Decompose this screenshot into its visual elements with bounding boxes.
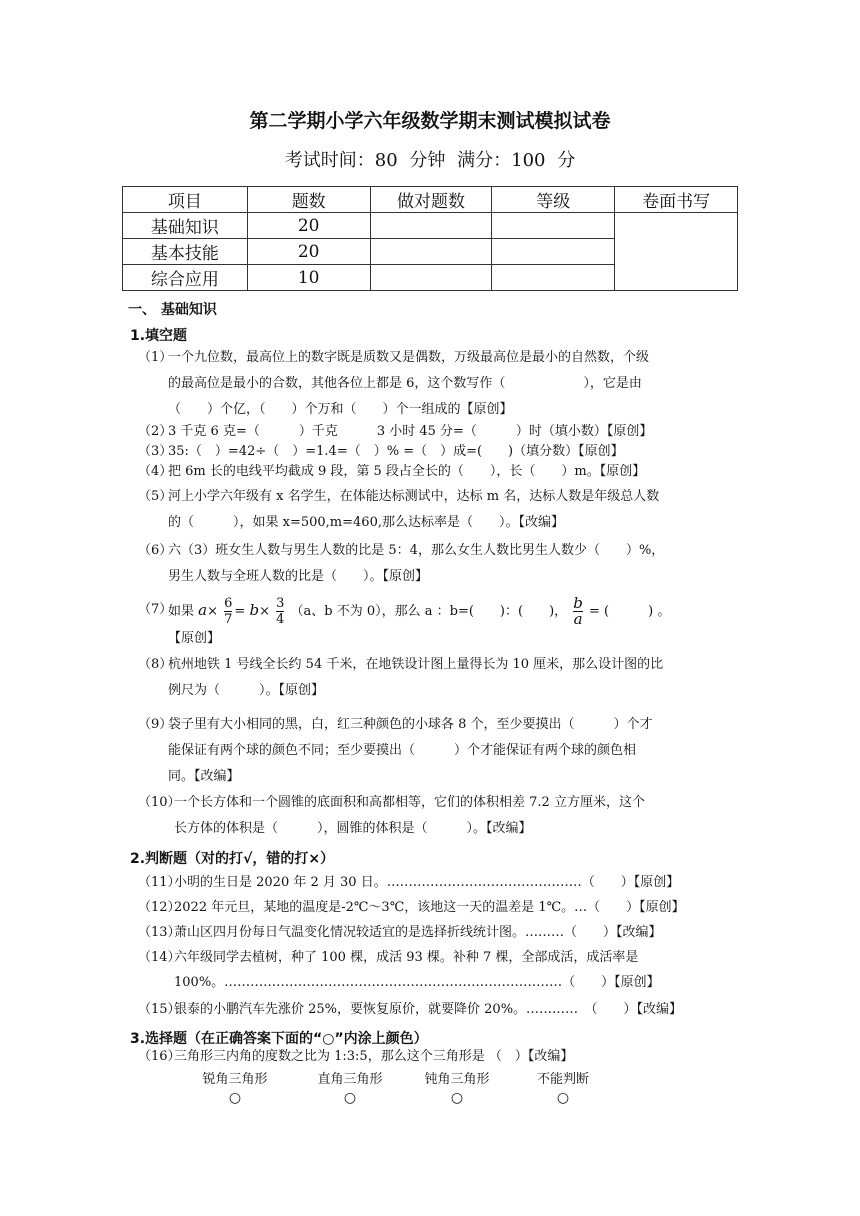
question-line: 能保证有两个球的颜色不同；至少要摸出（ ）个才能保证有两个球的颜色相 [168,743,637,758]
fraction-b-over-a [573,596,583,627]
question-equation: 如果 a× $\frac{6}{7}$ = b× $\frac{3}{4}$ （a、b 不为 0），那么 a ：b=( )：( )， $\frac{b}{a}$ = ( ) 。 [168,594,671,628]
question-line: 六（3）班女生人数与男生人数的比是 5：4，那么女生人数比男生人数少（ ）%， [168,543,665,558]
question-line: 例尺为（ ）。【原创】 [168,683,325,698]
score-table-header [123,187,738,213]
question-4 [138,461,738,483]
question-text: 35:（ ）=42÷（ ）=1.4=（ ）% =（ ）成=( )（填分数）【原创】 [168,444,624,459]
question-16 [138,1046,738,1068]
question-text: 小明的生日是 2020 年 2 月 30 日。………………………………………（ ）【原创】 [174,875,680,890]
question-line: 杭州地铁 1 号线全长约 54 千米，在地铁设计图上量得长为 10 厘米，那么设计图的比 [168,657,664,672]
option-circle[interactable]: ○ [228,1090,242,1106]
question-2 [138,421,738,443]
header-item: 项目 [123,187,248,213]
question-number: （15） [138,1002,181,1017]
question-number: （9） [138,717,173,732]
option-label: 锐角三角形 [202,1072,268,1087]
source-tag: 【原创】 [168,631,221,646]
exam-subtitle: 考试时间：80 分钟 满分：100 分 [284,150,576,171]
variable-a: a [198,601,208,619]
question-text: 萧山区四月份每日气温变化情况较适宜的是选择折线统计图。………（ ）【改编】 [174,925,662,940]
question-line: 的（ ），如果 x=500,m=460,那么达标率是（ ）。【改编】 [168,515,564,530]
question-line: （ ）个亿，（ ）个万和（ ）个一组成的【原创】 [168,402,513,417]
header-grade: 等级 [492,187,615,213]
question-11 [138,870,738,895]
question-line: 六年级同学去植树，种了 100 棵，成活 93 棵。补种 7 棵，全部成活，成活率是 [174,950,639,965]
option-right[interactable] [295,1068,405,1109]
question-line: 一个九位数，最高位上的数字既是质数又是偶数，万级最高位是最小的自然数，个级 [168,350,650,365]
question-number: （6） [138,543,173,558]
score-table [122,186,738,291]
question-number: （7） [138,602,173,617]
question-number: （10） [138,795,181,810]
question-number: （4） [138,464,173,479]
header-correct: 做对题数 [370,187,492,213]
handwriting-cell[interactable] [615,213,738,291]
row-count: 20 [247,213,370,239]
option-circle[interactable]: ○ [343,1090,357,1106]
question-text: 三角形三内角的度数之比为 1:3:5，那么这个三角形是 （ ）【改编】 [174,1049,574,1064]
fraction-denominator: 7 [224,612,233,627]
option-cannot-judge[interactable] [508,1068,618,1109]
option-obtuse[interactable] [402,1068,512,1109]
question-number: （13） [138,925,181,940]
question-number: （5） [138,489,173,504]
question-number: （8） [138,657,173,672]
question-14 [138,945,738,995]
grade-cell[interactable] [492,213,615,239]
row-item: 综合应用 [123,265,248,291]
equation-prefix: 如果 [168,604,195,619]
header-count: 题数 [247,187,370,213]
question-6 [138,538,738,590]
question-text: 把 6m 长的电线平均截成 9 段，第 5 段占全长的（ ），长（ ）m。【原创】 [168,464,646,479]
table-row [123,213,738,239]
question-9 [138,712,738,790]
question-7-tag [138,626,738,652]
question-line: 男生人数与全班人数的比是（ ）。【原创】 [168,569,429,584]
question-number: （3） [138,444,173,459]
question-line: 袋子里有大小相同的黑，白，红三种颜色的小球各 8 个，至少要摸出（ ）个才 [168,717,653,732]
question-line: 100%。……………………………………………………………………（ ）【原创】 [174,975,660,990]
correct-cell[interactable] [370,239,492,265]
question-text: 3 千克 6 克=（ ）千克 3 小时 45 分=（ ）时（填小数）【原创】 [168,424,653,439]
row-item: 基础知识 [123,213,248,239]
question-line: 河上小学六年级有 x 名学生，在体能达标测试中，达标 m 名，达标人数是年级总人数 [168,489,660,504]
equation-suffix: = ( ) 。 [589,604,671,619]
row-count: 10 [247,265,370,291]
equation-middle: （a、b 不为 0），那么 a ：b=( )：( )， [290,604,568,619]
question-10 [138,790,738,842]
fraction-numerator: 6 [224,596,233,611]
question-line: 的最高位是最小的合数，其他各位上都是 6，这个数写作（ ），它是由 [168,376,642,391]
exam-title: 第二学期小学六年级数学期末测试模拟试卷 [249,110,611,132]
question-13 [138,920,738,945]
grade-cell[interactable] [492,265,615,291]
fraction-3-4 [276,596,284,627]
fraction-denominator: a [573,610,583,628]
option-circle[interactable]: ○ [450,1090,464,1106]
question-line: 一个长方体和一个圆锥的底面积和高都相等，它们的体积相差 7.2 立方厘米，这个 [174,795,645,810]
question-8 [138,652,738,704]
question-number: （2） [138,424,173,439]
correct-cell[interactable] [370,213,492,239]
fraction-denominator: 4 [276,612,285,627]
fraction-numerator: 3 [276,596,285,611]
variable-b: b [249,601,260,619]
header-handwriting: 卷面书写 [615,187,738,213]
option-label: 直角三角形 [317,1072,383,1087]
section-heading: 一、 基础知识 [128,302,217,318]
part-heading-fill: 1.填空题 [130,328,188,344]
part-heading-choice: 3.选择题（在正确答案下面的“○”内涂上颜色） [130,1031,428,1047]
question-text: 银泰的小鹏汽车先涨价 25%，要恢复原价，就要降价 20%。………… （ ）【改编】 [174,1002,683,1017]
question-5 [138,484,738,536]
question-3 [138,441,738,463]
fraction-6-7 [224,596,232,627]
fraction-numerator: b [573,594,583,612]
option-acute[interactable] [180,1068,290,1109]
question-number: （14） [138,950,181,965]
question-number: （11） [138,875,181,890]
grade-cell[interactable] [492,239,615,265]
question-line: 同。【改编】 [168,769,240,784]
option-circle[interactable]: ○ [556,1090,570,1106]
question-number: （1） [138,350,173,365]
question-text: 2022 年元旦，某地的温度是-2℃～3℃，该地这一天的温差是 1℃。…（ ）【原创】 [174,900,685,915]
question-number: （16） [138,1049,181,1064]
option-label: 不能判断 [536,1072,589,1087]
question-line: 长方体的体积是（ ），圆锥的体积是（ ）。【改编】 [174,821,532,836]
question-12 [138,895,738,920]
question-1 [138,345,738,423]
row-item: 基本技能 [123,239,248,265]
question-15 [138,997,738,1022]
row-count: 20 [247,239,370,265]
question-number: （12） [138,900,181,915]
option-label: 钝角三角形 [424,1072,490,1087]
correct-cell[interactable] [370,265,492,291]
part-heading-judge: 2.判断题（对的打√，错的打×） [130,851,335,867]
